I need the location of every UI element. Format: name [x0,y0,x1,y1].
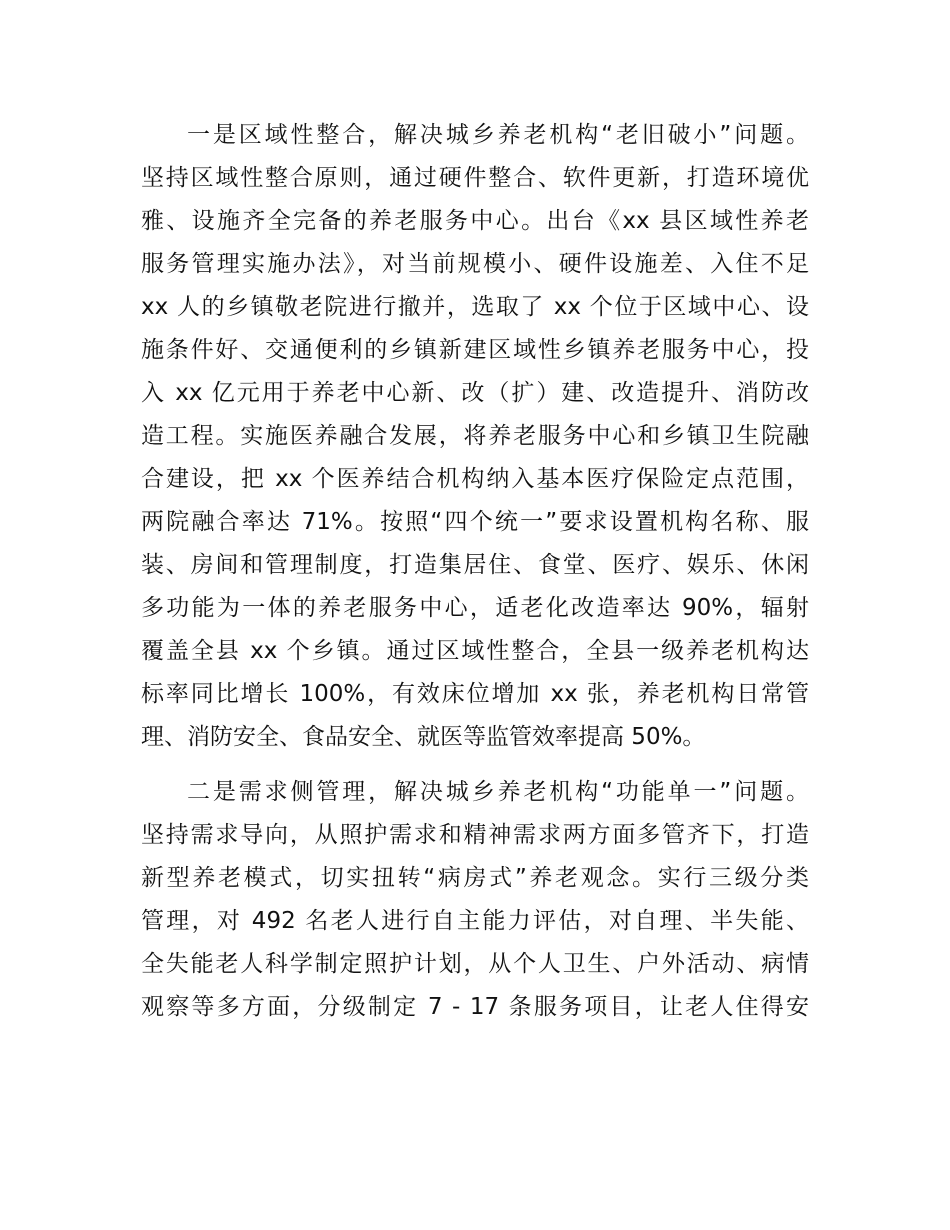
text-line: 坚持区域性整合原则，通过硬件整合、软件更新，打造环境优 [141,165,809,191]
text-line: xx 人的乡镇敬老院进行撤并，选取了 xx 个位于区域中心、设 [141,294,809,320]
text-line: 造工程。实施医养融合发展，将养老服务中心和乡镇卫生院融 [141,423,809,449]
text-line: 覆盖全县 xx 个乡镇。通过区域性整合，全县一级养老机构达 [141,638,809,664]
text-line: 一是区域性整合，解决城乡养老机构“老旧破小”问题。 [187,122,809,148]
paragraph-gap [141,759,809,771]
text-line: 标率同比增长 100%，有效床位增加 xx 张，养老机构日常管 [141,681,809,707]
text-line: 雅、设施齐全完备的养老服务中心。出台《xx 县区域性养老 [141,208,809,234]
text-line: 二是需求侧管理，解决城乡养老机构“功能单一”问题。 [187,779,809,805]
text-line: 新型养老模式，切实扭转“病房式”养老观念。实行三级分类 [141,865,809,891]
text-line: 入 xx 亿元用于养老中心新、改（扩）建、改造提升、消防改 [141,380,809,406]
document-body [141,114,809,1029]
text-line: 装、房间和管理制度，打造集居住、食堂、医疗、娱乐、休闲 [141,552,809,578]
text-line: 合建设，把 xx 个医养结合机构纳入基本医疗保险定点范围， [141,466,809,492]
paragraph-demand-side-management [141,771,809,1029]
paragraph-regional-integration [141,114,809,759]
text-line: 全失能老人科学制定照护计划，从个人卫生、户外活动、病情 [141,951,809,977]
text-line: 管理，对 492 名老人进行自主能力评估，对自理、半失能、 [141,908,809,934]
text-line: 坚持需求导向，从照护需求和精神需求两方面多管齐下，打造 [141,822,809,848]
text-line: 观察等多方面，分级制定 7 - 17 条服务项目，让老人住得安 [141,994,809,1020]
text-line: 多功能为一体的养老服务中心，适老化改造率达 90%，辐射 [141,595,809,621]
text-line: 施条件好、交通便利的乡镇新建区域性乡镇养老服务中心，投 [141,337,809,363]
text-line: 两院融合率达 71%。按照“四个统一”要求设置机构名称、服 [141,509,809,535]
text-line: 理、消防安全、食品安全、就医等监管效率提高 50%。 [141,724,706,750]
text-line: 服务管理实施办法》，对当前规模小、硬件设施差、入住不足 [141,251,809,277]
